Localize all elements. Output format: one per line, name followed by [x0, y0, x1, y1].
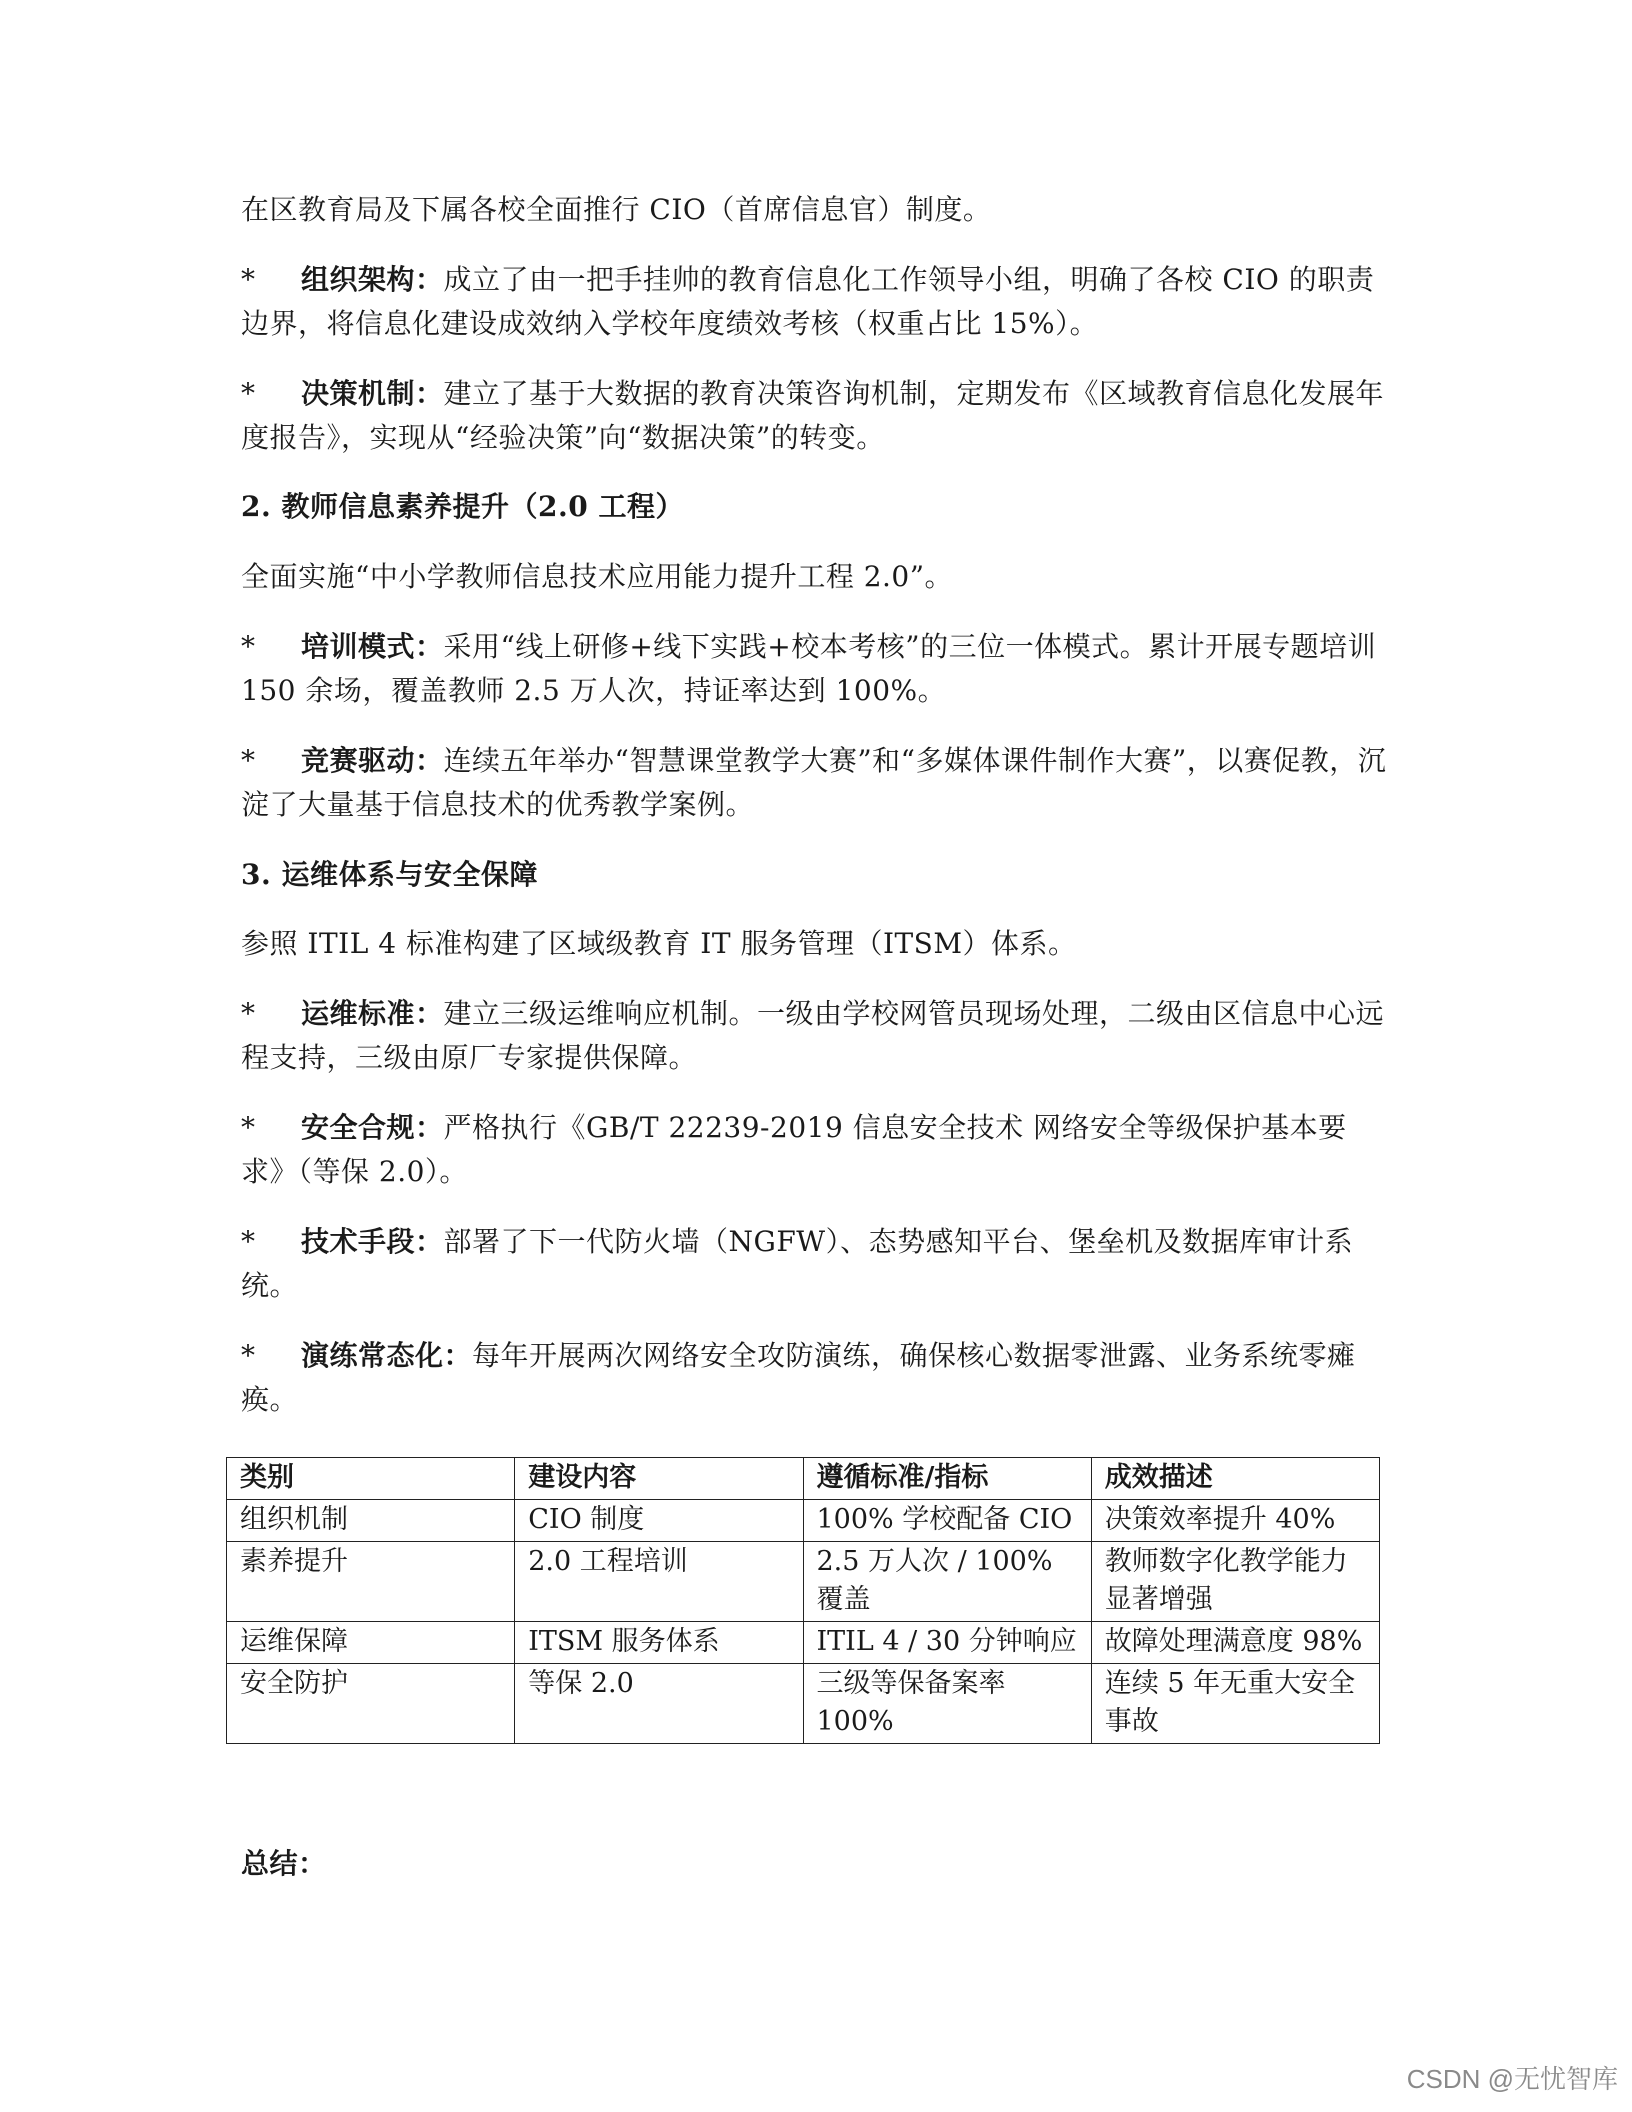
- table-cell: CIO 制度: [515, 1500, 803, 1542]
- bullet-decision: [241, 372, 1387, 460]
- bullet-marker: *: [241, 377, 256, 410]
- org-text: 成立了由一把手挂帅的教育信息化工作领导小组，明确了各校 CIO 的职责边界，将信息化建设成效纳入学校年度绩效考核（权重占比 15%）。: [241, 263, 1375, 340]
- bullet-marker: *: [241, 744, 256, 777]
- bullet-train: [241, 625, 1387, 713]
- table-row: [227, 1542, 1380, 1622]
- compliance-label: 安全合规：: [301, 1111, 444, 1144]
- bullet-drill: [241, 1334, 1387, 1422]
- bullet-marker: *: [241, 1111, 256, 1144]
- bullet-marker: *: [241, 997, 256, 1030]
- heading-2: 2. 教师信息素养提升（2.0 工程）: [241, 490, 684, 523]
- bullet-compliance: [241, 1106, 1351, 1194]
- table-cell: 运维保障: [227, 1622, 515, 1664]
- decision-text: 建立了基于大数据的教育决策咨询机制，定期发布《区域教育信息化发展年度报告》，实现从“经验决策”向“数据决策”的转变。: [241, 377, 1385, 454]
- train-label: 培训模式：: [301, 630, 444, 663]
- table-cell: 安全防护: [227, 1664, 515, 1744]
- bullet-org: [241, 258, 1387, 346]
- org-label: 组织架构：: [301, 263, 444, 296]
- summary-heading: 总结：: [241, 1847, 327, 1880]
- heading-3: 3. 运维体系与安全保障: [241, 858, 538, 891]
- bullet-ops: [241, 992, 1387, 1080]
- train-text: 采用“线上研修+线下实践+校本考核”的三位一体模式。累计开展专题培训 150 余场，覆盖教师 2.5 万人次，持证率达到 100%。: [241, 630, 1377, 707]
- intro-itsm: 参照 ITIL 4 标准构建了区域级教育 IT 服务管理（ITSM）体系。: [241, 927, 1077, 960]
- ops-label: 运维标准：: [301, 997, 444, 1030]
- table-cell: 2.0 工程培训: [515, 1542, 803, 1622]
- bullet-marker: *: [241, 1339, 256, 1372]
- table-cell: 教师数字化教学能力显著增强: [1091, 1542, 1379, 1622]
- table-cell: 连续 5 年无重大安全事故: [1091, 1664, 1379, 1744]
- ops-text: 建立三级运维响应机制。一级由学校网管员现场处理，二级由区信息中心远程支持，三级由原厂专家提供保障。: [241, 997, 1385, 1074]
- bullet-marker: *: [241, 1225, 256, 1258]
- tech-label: 技术手段：: [301, 1225, 444, 1258]
- header-category: 类别: [227, 1458, 515, 1500]
- compliance-text: 严格执行《GB/T 22239-2019 信息安全技术 网络安全等级保护基本要求》（等保 2.0）。: [241, 1111, 1347, 1188]
- table-cell: ITIL 4 / 30 分钟响应: [803, 1622, 1091, 1664]
- intro-cio: 在区教育局及下属各校全面推行 CIO（首席信息官）制度。: [241, 193, 992, 226]
- table-cell: 组织机制: [227, 1500, 515, 1542]
- tech-text: 部署了下一代防火墙（NGFW）、态势感知平台、堡垒机及数据库审计系统。: [241, 1225, 1354, 1302]
- drill-label: 演练常态化：: [301, 1339, 473, 1372]
- csdn-watermark: CSDN @无忧智库: [1406, 2064, 1618, 2094]
- table-row: [227, 1622, 1380, 1664]
- table-row: [227, 1500, 1380, 1542]
- table-cell: 故障处理满意度 98%: [1091, 1622, 1379, 1664]
- header-result: 成效描述: [1091, 1458, 1379, 1500]
- contest-text: 连续五年举办“智慧课堂教学大赛”和“多媒体课件制作大赛”，以赛促教，沉淀了大量基于信息技术的优秀教学案例。: [241, 744, 1387, 821]
- summary-table: [226, 1457, 1380, 1744]
- table-cell: 2.5 万人次 / 100% 覆盖: [803, 1542, 1091, 1622]
- drill-text: 每年开展两次网络安全攻防演练，确保核心数据零泄露、业务系统零瘫痪。: [241, 1339, 1356, 1416]
- table-row: [227, 1664, 1380, 1744]
- bullet-tech: [241, 1220, 1361, 1308]
- table-cell: 100% 学校配备 CIO: [803, 1500, 1091, 1542]
- intro-teacher: 全面实施“中小学教师信息技术应用能力提升工程 2.0”。: [241, 560, 954, 593]
- table-cell: 素养提升: [227, 1542, 515, 1622]
- table-header-row: [227, 1458, 1380, 1500]
- contest-label: 竞赛驱动：: [301, 744, 444, 777]
- table-cell: 三级等保备案率 100%: [803, 1664, 1091, 1744]
- bullet-marker: *: [241, 263, 256, 296]
- table-cell: 决策效率提升 40%: [1091, 1500, 1379, 1542]
- table-cell: ITSM 服务体系: [515, 1622, 803, 1664]
- header-content: 建设内容: [515, 1458, 803, 1500]
- bullet-contest: [241, 739, 1387, 827]
- table-cell: 等保 2.0: [515, 1664, 803, 1744]
- header-standard: 遵循标准/指标: [803, 1458, 1091, 1500]
- decision-label: 决策机制：: [301, 377, 444, 410]
- bullet-marker: *: [241, 630, 256, 663]
